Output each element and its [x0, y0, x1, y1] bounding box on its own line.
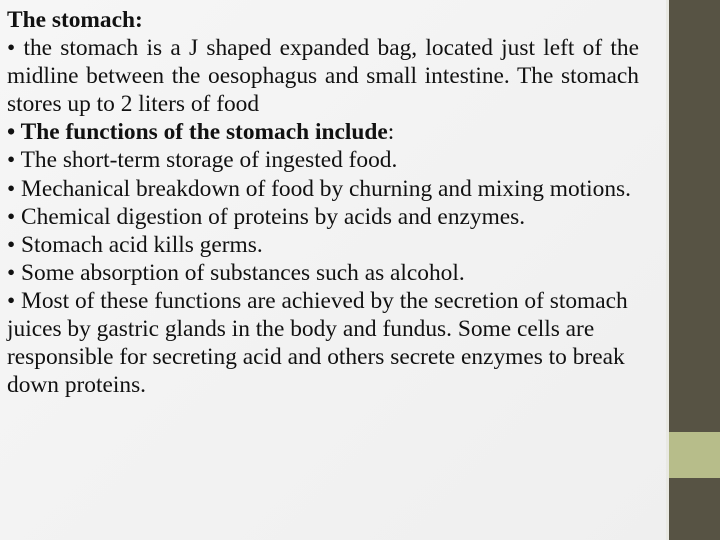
slide-content: [7, 6, 639, 399]
intro-bullet: • the stomach is a J shaped expanded bag, located just left of the midline between the oesophagus and small intestine. The stomach stores up to 2 liters of food: [7, 35, 639, 118]
bullet-storage: • The short-term storage of ingested food.: [7, 147, 398, 174]
bullet-absorption: • Some absorption of substances such as alcohol.: [7, 259, 465, 286]
bullet-mechanical: • Mechanical breakdown of food by churning and mixing motions.: [7, 175, 632, 202]
functions-heading: [7, 118, 639, 146]
sidebar-accent-block: [669, 432, 720, 478]
functions-heading-text: • The functions of the stomach include: [7, 119, 388, 146]
bullet-secretion: • Most of these functions are achieved by the secretion of stomach juices by gastric glands in the body and fundus. Some cells are responsible for secreting acid and others secrete enzymes to break down proteins.: [7, 287, 628, 399]
functions-heading-colon: :: [387, 119, 395, 146]
bullet-acid: • Stomach acid kills germs.: [7, 231, 263, 258]
bullet-chemical: • Chemical digestion of proteins by acids and enzymes.: [7, 203, 526, 230]
slide-title: The stomach:: [7, 7, 143, 33]
